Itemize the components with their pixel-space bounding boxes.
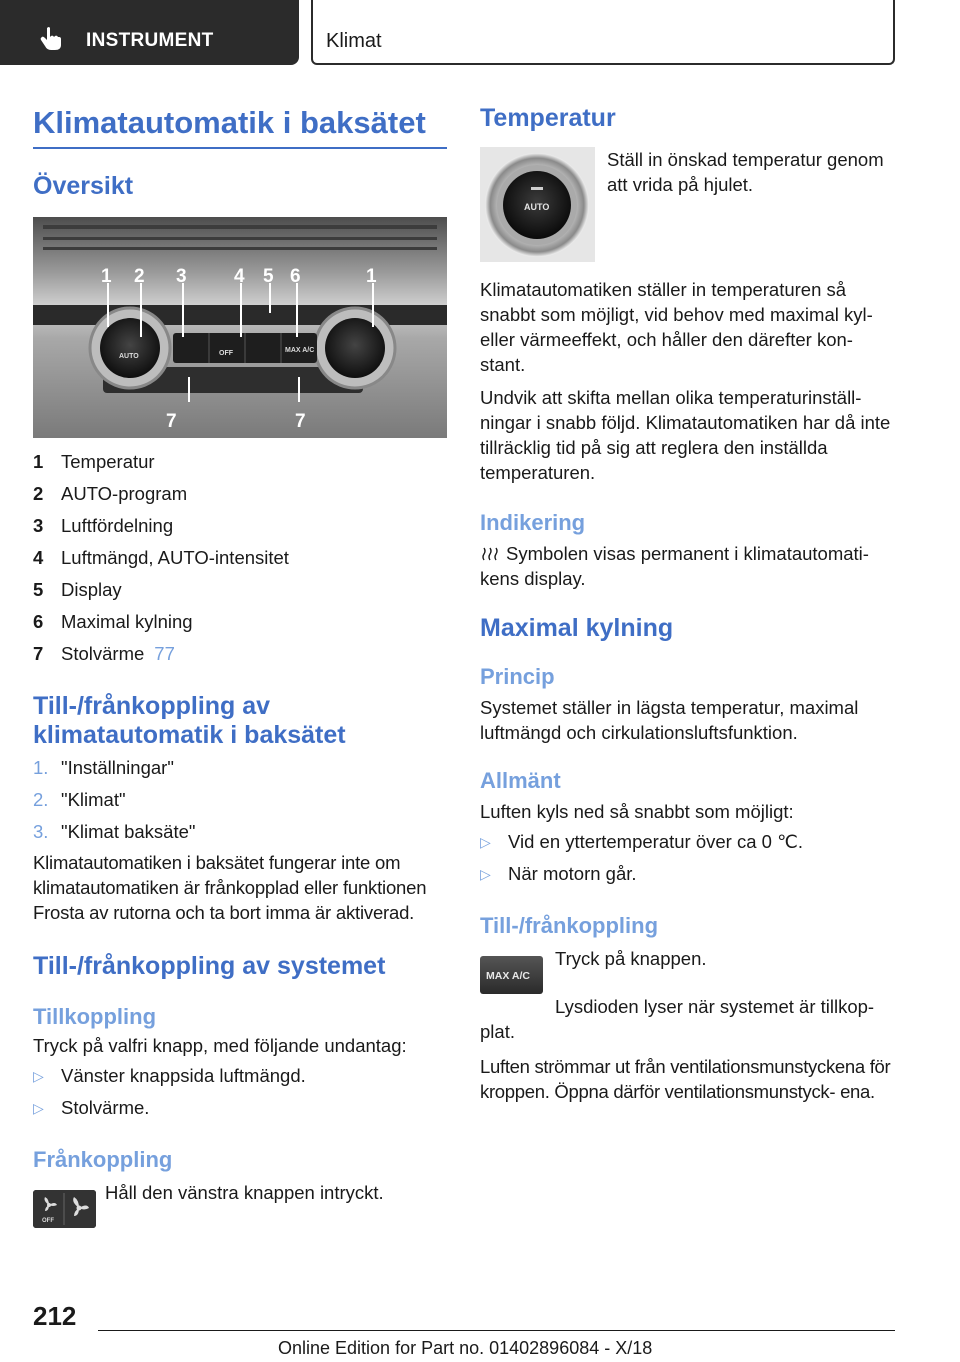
- toggle-paragraph-2: Lysdioden lyser när systemet är tillkop- plat.: [480, 996, 875, 1042]
- photo-num-6: 6: [290, 266, 301, 287]
- max-cooling-heading: Maximal kylning: [480, 614, 674, 642]
- triangle-bullet-icon: ▷: [480, 833, 491, 850]
- panel-illustration: [33, 217, 447, 438]
- indication-paragraph: Symbolen visas permanent i klimatautomati- kens display.: [480, 543, 869, 589]
- bullet-item: ▷ När motorn går.: [480, 863, 637, 884]
- off-button-text: OFF: [42, 1218, 54, 1224]
- hand-pointer-icon: [38, 25, 64, 51]
- max-ac-button-image: [480, 956, 543, 994]
- principle-heading: Princip: [480, 664, 555, 689]
- page-number: 212: [33, 1301, 77, 1331]
- step-item: 2. "Klimat": [33, 789, 126, 810]
- on-paragraph: Tryck på valfri knapp, med följande undantag:: [33, 1035, 407, 1056]
- page-title: Klimatautomatik i baksätet: [33, 105, 447, 149]
- photo-auto-text: AUTO: [119, 353, 139, 360]
- fan-off-icon: [33, 1190, 96, 1228]
- onoff-paragraph: Klimatautomatiken i baksätet fungerar inte om klimatautomatiken är frånkopplad eller funktionen Frosta av rutorna och ta bort imma är aktiverad.: [33, 852, 427, 923]
- edition-text: Online Edition for Part no. 01402896084 - X/18: [278, 1338, 653, 1358]
- footer-divider: [98, 1330, 895, 1331]
- photo-num-1b: 1: [366, 266, 377, 287]
- right-column: [480, 103, 900, 1104]
- page-reference-link[interactable]: 77: [154, 643, 175, 664]
- triangle-bullet-icon: ▷: [33, 1099, 44, 1116]
- steps-list: [33, 752, 447, 848]
- overview-heading: Översikt: [33, 172, 134, 200]
- off-block: [33, 1180, 447, 1240]
- photo-off-text: OFF: [219, 350, 233, 357]
- general-heading: Allmänt: [480, 768, 561, 793]
- triangle-bullet-icon: ▷: [33, 1067, 44, 1084]
- max-cooling-symbol-icon: [480, 544, 500, 562]
- temperature-knob-illustration: [480, 147, 595, 262]
- step-item: 1. "Inställningar": [33, 757, 174, 778]
- section-header: [311, 0, 895, 65]
- section-label: Klimat: [326, 30, 382, 52]
- off-paragraph: Håll den vänstra knappen intryckt.: [105, 1182, 384, 1203]
- temperature-block: [480, 147, 900, 265]
- onoff-heading: Till-/frånkoppling av klimatautomatik i baksätet: [33, 692, 346, 749]
- toggle-paragraph-3: Luften strömmar ut från ventilationsmunstyckena för kroppen. Öppna därför ventilationsmunstyck- ena.: [480, 1056, 891, 1102]
- temperature-knob-image: [480, 147, 595, 262]
- photo-num-5: 5: [263, 266, 274, 287]
- general-paragraph: Luften kyls ned så snabbt som möjligt:: [480, 801, 794, 822]
- photo-num-7b: 7: [295, 411, 306, 432]
- knob-auto-text: AUTO: [524, 202, 550, 212]
- indication-heading: Indikering: [480, 510, 586, 535]
- general-bullets: [480, 826, 900, 890]
- legend-item: 6 Maximal kylning: [33, 611, 193, 632]
- temperature-intro: Ställ in önskad temperatur genom att vrida på hjulet.: [607, 149, 884, 195]
- photo-num-1: 1: [101, 266, 112, 287]
- temperature-paragraph-2: Undvik att skifta mellan olika temperaturinställ- ningar i snabb följd. Klimatautomatiken har då inte tillräcklig tid på sig att reglera den inställda temperaturen.: [480, 387, 891, 483]
- chapter-label: INSTRUMENT: [86, 30, 214, 51]
- legend-item: 2 AUTO-program: [33, 483, 188, 504]
- step-item: 3. "Klimat baksäte": [33, 821, 196, 842]
- bullet-item: ▷ Vid en yttertemperatur över ca 0 ℃.: [480, 831, 803, 852]
- on-bullets: [33, 1060, 447, 1124]
- legend-item: 5 Display: [33, 579, 122, 600]
- toggle-heading: Till-/frånkoppling: [480, 913, 659, 938]
- bullet-item: ▷ Stolvärme.: [33, 1097, 150, 1118]
- on-heading: Tillkoppling: [33, 1004, 157, 1029]
- toggle-block: [480, 946, 900, 1006]
- off-fan-button-image: [33, 1190, 96, 1228]
- chapter-tab[interactable]: [0, 0, 299, 65]
- photo-num-3: 3: [176, 266, 187, 287]
- temperature-heading: Temperatur: [480, 104, 616, 132]
- max-ac-text: MAX A/C: [486, 970, 530, 982]
- legend-item: 3 Luftfördelning: [33, 515, 174, 536]
- triangle-bullet-icon: ▷: [480, 865, 491, 882]
- toggle-paragraph-1: Tryck på knappen.: [555, 948, 707, 969]
- bullet-item: ▷ Vänster knappsida luftmängd.: [33, 1065, 306, 1086]
- legend-item: 1 Temperatur: [33, 451, 155, 472]
- photo-num-4: 4: [234, 266, 245, 287]
- off-heading: Frånkoppling: [33, 1147, 173, 1172]
- rear-climate-panel-photo: [33, 217, 447, 438]
- max-ac-button-illustration: [480, 956, 543, 994]
- legend-item: 4 Luftmängd, AUTO-intensitet: [33, 547, 289, 568]
- principle-paragraph: Systemet ställer in lägsta temperatur, maximal luftmängd och cirkulationsluftsfunktion.: [480, 697, 859, 743]
- temperature-paragraph-1: Klimatautomatiken ställer in temperaturen så snabbt som möjligt, vid behov med maximal kyl- eller värmeeffekt, och håller den därefter kon- stant.: [480, 279, 873, 375]
- photo-num-2: 2: [134, 266, 145, 287]
- legend-item: 7 Stolvärme 77: [33, 643, 175, 664]
- left-column: [33, 105, 447, 1240]
- system-heading: Till-/frånkoppling av systemet: [33, 952, 386, 980]
- photo-num-7a: 7: [166, 411, 177, 432]
- photo-maxac-text: MAX A/C: [285, 347, 315, 354]
- legend-list: [33, 446, 447, 670]
